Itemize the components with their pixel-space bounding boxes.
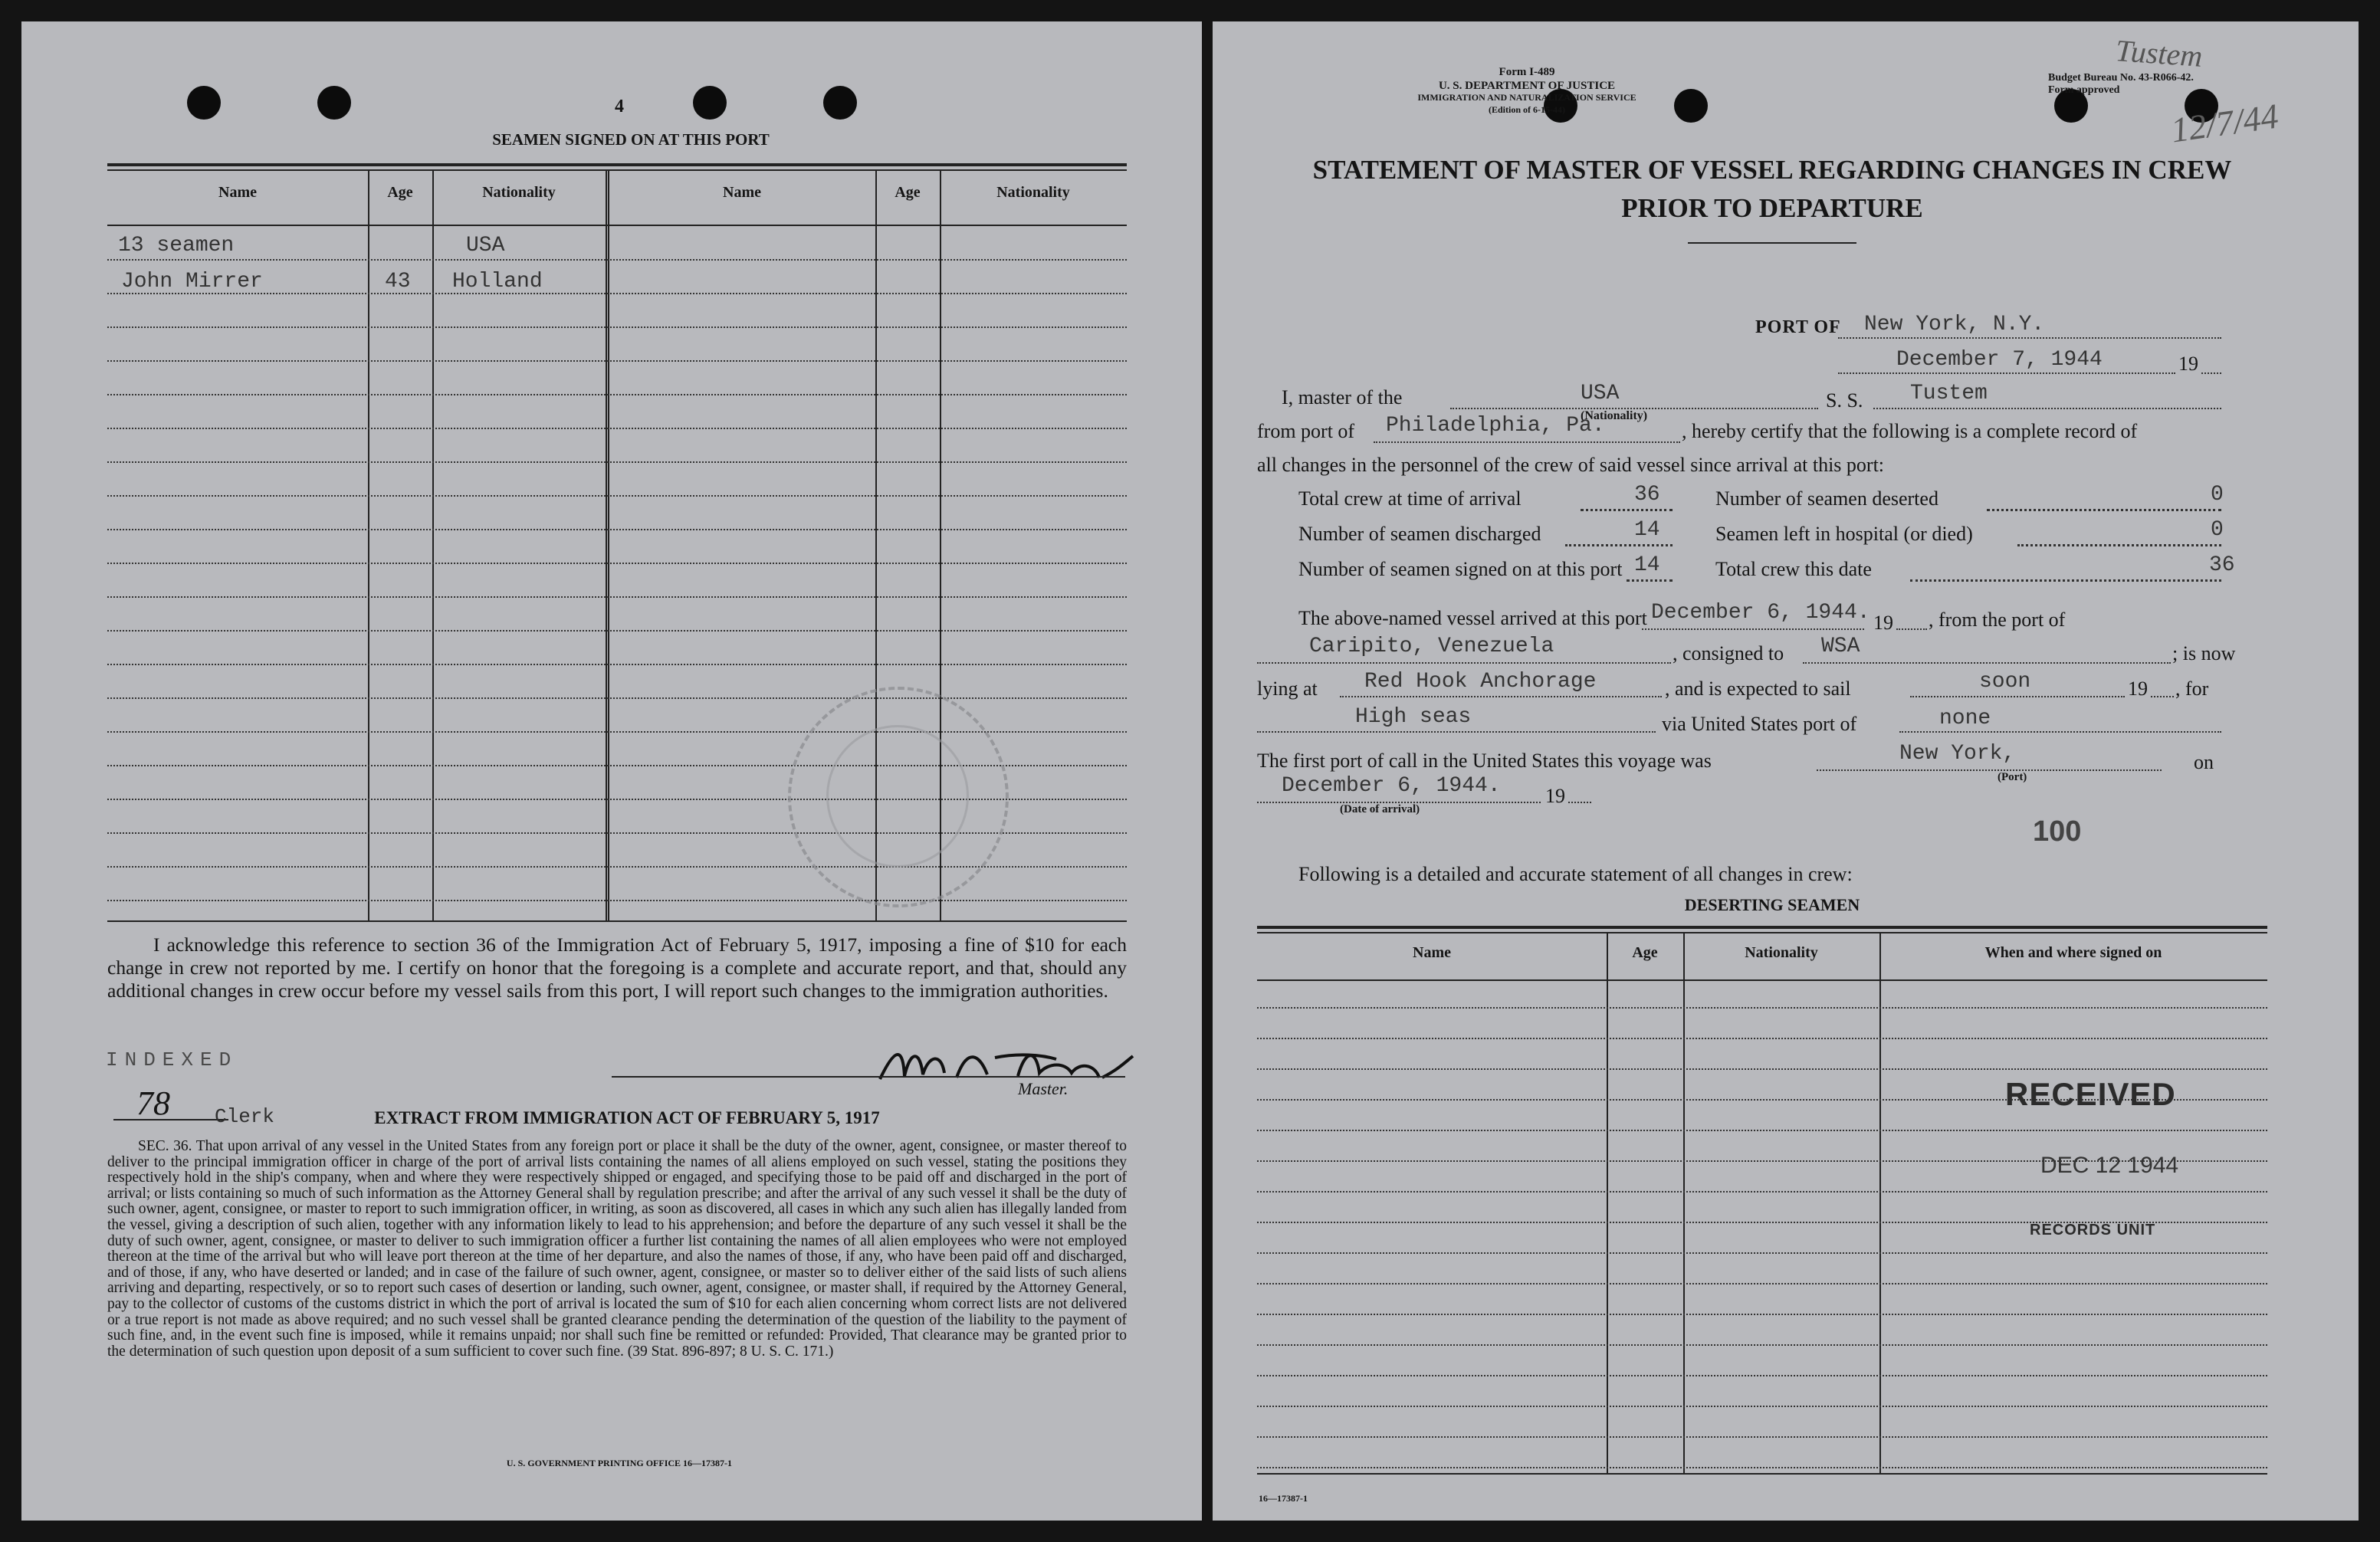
row-rule (107, 697, 1127, 699)
extract-text: SEC. 36. That upon arrival of any vessel in the United States from any foreign port or place it shall be the duty of the owner, agent, consignee, or master thereof to deliver to the principal immigration officer in charge of the port of arrival lists containing the names of all aliens employed on such vessel, stating the positions they respectively hold in the ship's company, when and where they were respectively shipped or engaged, and specifying those to be paid off and discharged in the port of arrival; or lists containing so much of such information as the Attorney General shall by regulation prescribe; and after the arrival of any such vessel it shall be the duty of such owner, agent, consignee, or master to report to such immigration officer, in writing, as soon as discovered, all cases in which any such alien has illegally landed from the vessel, giving a description of such alien, together with any information likely to lead to his apprehension; and before the departure of any such vessel it shall be the duty of such owner, agent, consignee, or master to deliver to such immigration officer a further list containing the names of all alien employees who were not employed thereon at the time of the arrival but who will leave port thereon at the time of her departure, and also the names of those, if any, who have been paid off and discharged, and of those, if any, who have deserted or landed; and in case of the failure of such owner, agent, consignee, or master so to deliver either of the said lists of such aliens arriving and departing, respectively, or so to report such cases of desertion or landing, such owner, agent, consignee, or master shall, if required by the Attorney General, pay to the collector of customs of the customs district in which the port of arrival is located the sum of $10 for each alien concerning whom correct lists are not delivered or a true report is not made as above required; and no such vessel shall be granted clearance pending the determination of the question of the liability to the payment of such fine, and, in the event such fine is imposed, while it remains unpaid; nor shall such fine be remitted or refunded: Provided, That clearance may be granted prior to the determination of such question upon deposit of a sum sufficient to cover such fine. (39 Stat. 896-897; 8 U. S. C. 171.) (107, 1138, 1127, 1360)
from-port-label: from port of (1257, 420, 1355, 442)
row-rule (107, 596, 1127, 598)
stat-value: 0 (2211, 518, 2224, 542)
row-rule (107, 428, 1127, 429)
department: U. S. DEPARTMENT OF JUSTICE (1438, 80, 1616, 92)
via-value: none (1939, 707, 1991, 730)
punch-hole (693, 86, 727, 120)
printing-office: U. S. GOVERNMENT PRINTING OFFICE 16—17387-1 (506, 1458, 733, 1468)
date-value: December 7, 1944 (1896, 348, 2103, 372)
clerk-label: Clerk (215, 1105, 275, 1128)
form-subtitle: PRIOR TO DEPARTURE (1621, 193, 1923, 223)
table-row-name: John Mirrer (121, 270, 263, 294)
column-header: Name (723, 184, 761, 201)
port-of-label: PORT OF (1755, 317, 1841, 337)
first-date-value: December 6, 1944. (1282, 774, 1501, 798)
extract-title: EXTRACT FROM IMMIGRATION ACT OF FEBRUARY 5, 1917 (374, 1108, 880, 1127)
arrived-label: The above-named vessel arrived at this port (1298, 607, 1647, 629)
budget-bureau: Budget Bureau No. 43-R066-42. (2048, 72, 2194, 84)
row-rule (107, 326, 1127, 328)
row-rule (107, 529, 1127, 530)
column-header: When and where signed on (1984, 944, 2162, 961)
row-rule (107, 664, 1127, 665)
first-port-label: The first port of call in the United States this voyage was (1257, 750, 1712, 772)
column-header: Nationality (996, 184, 1070, 201)
stat-label: Number of seamen signed on at this port (1298, 558, 1623, 580)
table-row-age: 43 (385, 270, 411, 294)
port-of-value: New York, N.Y. (1864, 313, 2045, 336)
consigned-label: , consigned to (1673, 642, 1784, 664)
row-rule (1257, 1038, 2267, 1039)
page-number: 4 (615, 97, 624, 116)
edition: (Edition of 6-15-44) (1489, 104, 1565, 115)
ss-label: S. S. (1826, 389, 1863, 412)
stat-value: 14 (1634, 518, 1660, 542)
row-rule (1257, 1191, 2267, 1193)
service: IMMIGRATION AND NATURALIZATION SERVICE (1417, 92, 1636, 103)
row-rule (107, 563, 1127, 564)
stat-label: Total crew this date (1715, 558, 1872, 580)
for-label: , for (2175, 677, 2209, 700)
arrived-value: December 6, 1944. (1651, 601, 1870, 625)
row-rule (107, 259, 1127, 261)
column-header: Nationality (482, 184, 556, 201)
row-rule (1257, 1007, 2267, 1009)
deserting-title: DESERTING SEAMEN (1684, 895, 1860, 914)
origin-port: Caripito, Venezuela (1309, 635, 1554, 658)
year-prefix: 19 (2128, 677, 2148, 700)
ship-name: Tustem (1910, 382, 1988, 405)
left-page (21, 21, 1202, 1521)
right-page (1213, 21, 2359, 1521)
expected-label: , and is expected to sail (1665, 677, 1851, 700)
first-port-value: New York, (1899, 742, 2016, 766)
row-rule (107, 900, 1127, 901)
column-header: Name (218, 184, 257, 201)
master-of-the-label: I, master of the (1282, 386, 1403, 408)
stat-label: Seamen left in hospital (or died) (1715, 523, 1973, 545)
stat-value: 0 (2211, 483, 2224, 507)
footer-code: 16—17387-1 (1259, 1493, 1308, 1504)
received-stamp: RECEIVED (2005, 1076, 2176, 1112)
column-header: Age (1632, 944, 1658, 961)
via-label: via United States port of (1662, 713, 1857, 735)
column-header: Age (387, 184, 413, 201)
nationality-value: USA (1581, 382, 1620, 405)
row-rule (1257, 1283, 2267, 1284)
punch-hole (187, 86, 221, 120)
row-rule (1257, 1068, 2267, 1070)
table-title: SEAMEN SIGNED ON AT THIS PORT (492, 130, 770, 149)
row-rule (107, 630, 1127, 632)
certify-text: , hereby certify that the following is a complete record of (1682, 420, 2138, 442)
table-row-nationality: USA (466, 234, 505, 258)
corner-handwriting: Tustem (2114, 33, 2204, 74)
stat-label: Number of seamen deserted (1715, 487, 1938, 510)
port-caption: (Port) (1998, 771, 2027, 783)
row-rule (107, 461, 1127, 463)
certify-text-2: all changes in the personnel of the crew of said vessel since arrival at this port: (1257, 454, 1885, 476)
acknowledgement-text: I acknowledge this reference to section 36 of the Immigration Act of February 5, 1917, imposing a fine of $10 for each change in crew not reported by me. I certify on honor that the foregoing is a complete and accurate report, and that, should any additional changes in crew occur before my vessel sails from this port, I will report such changes to the immigration authorities. (107, 933, 1127, 1002)
row-rule (1257, 1314, 2267, 1315)
stat-value: 36 (1634, 483, 1660, 507)
row-rule (1257, 1436, 2267, 1438)
nationality-caption: (Nationality) (1581, 409, 1648, 422)
row-rule (1257, 1375, 2267, 1376)
on-label: on (2194, 751, 2214, 773)
punch-hole (317, 86, 351, 120)
row-rule (107, 360, 1127, 362)
received-date: DEC 12 1944 (2040, 1153, 2179, 1178)
is-now-label: ; is now (2172, 642, 2236, 664)
row-rule (1257, 1467, 2267, 1468)
row-rule (107, 394, 1127, 395)
sail-value: soon (1979, 670, 2031, 694)
from-the-port-label: , from the port of (1929, 609, 2066, 631)
lying-at-value: Red Hook Anchorage (1364, 670, 1597, 694)
destination: High seas (1355, 705, 1472, 729)
indexed-stamp: INDEXED (106, 1048, 238, 1071)
year-prefix: 19 (1873, 612, 1893, 634)
stat-value: 36 (2209, 553, 2235, 577)
master-signature (865, 1039, 1141, 1093)
date-of-arrival-caption: (Date of arrival) (1340, 803, 1420, 815)
consignee: WSA (1821, 635, 1860, 658)
row-rule (1257, 1252, 2267, 1254)
column-header: Age (895, 184, 921, 201)
column-header: Name (1413, 944, 1451, 961)
master-label: Master. (1018, 1079, 1069, 1098)
punch-hole (823, 86, 857, 120)
clerk-initials: 78 (136, 1084, 170, 1122)
row-rule (1257, 1130, 2267, 1131)
stat-label: Total crew at time of arrival (1298, 487, 1522, 510)
table-row-name: 13 seamen (118, 234, 235, 258)
year-prefix: 19 (2178, 353, 2198, 375)
form-title: STATEMENT OF MASTER OF VESSEL REGARDING CHANGES IN CREW (1312, 155, 2232, 185)
table-row-nationality: Holland (452, 270, 543, 294)
stat-label: Number of seamen discharged (1298, 523, 1541, 545)
row-rule (107, 495, 1127, 497)
lying-at-label: lying at (1257, 677, 1318, 700)
corner-date: 12/7/44 (2168, 96, 2281, 150)
stat-value: 14 (1634, 553, 1660, 577)
row-rule (1257, 1344, 2267, 1346)
following-text: Following is a detailed and accurate statement of all changes in crew: (1298, 863, 1853, 885)
form-approved: Form approved (2048, 84, 2120, 96)
year-prefix: 19 (1545, 785, 1565, 807)
form-number: Form I-489 (1499, 66, 1555, 78)
from-port-value: Philadelphia, Pa. (1386, 414, 1605, 438)
round-stamp-inner (826, 725, 969, 868)
column-header: Nationality (1745, 944, 1818, 961)
records-stamp: RECORDS UNIT (2030, 1222, 2156, 1239)
row-rule (1257, 1406, 2267, 1407)
stamp-number: 100 (2033, 815, 2082, 848)
